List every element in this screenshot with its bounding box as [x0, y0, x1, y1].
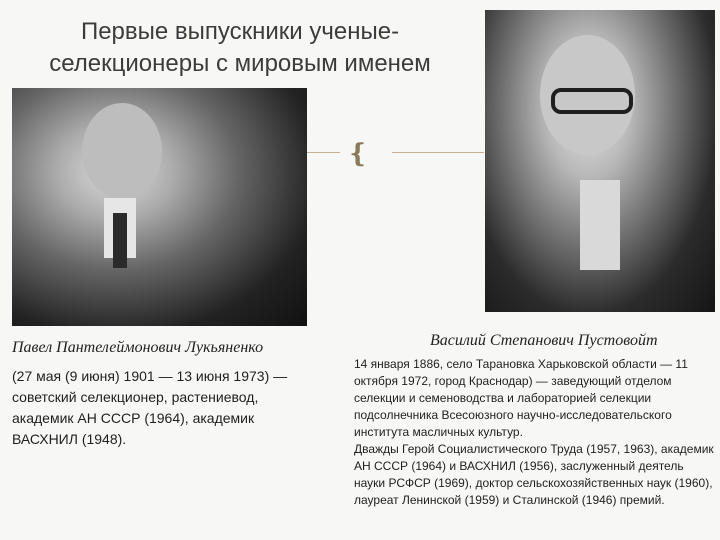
portrait-glasses-right [551, 88, 633, 114]
person-bio-left [12, 366, 310, 450]
portrait-shirt-right [580, 180, 620, 270]
person-name-left: Павел Пантелеймонович Лукьяненко [12, 339, 264, 356]
divider-line-right [392, 152, 484, 153]
person-name-right: Василий Степанович Пустовойт [430, 332, 658, 349]
curly-bracket-icon: ❴ [347, 139, 369, 168]
bio-right-paragraph-1: 14 января 1886, село Тарановка Харьковской области — 11 октября 1972, город Краснодар) — заведующий отделом селекции и семеноводства и лабораторией селекции подсолнечника Всесоюзного научно-исследовательского института масличных культур. [354, 357, 688, 439]
person-bio-right [354, 356, 714, 509]
bio-right-paragraph-2: Дважды Герой Социалистического Труда (1957, 1963), академик АН СССР (1964) и ВАСХНИЛ (1956), заслуженный деятель науки РСФСР (1969), доктор сельскохозяйственных наук (1960), лауреат Ленинской (1959) и Сталинской (1946) премий. [354, 442, 714, 507]
portrait-photo-left [12, 88, 307, 326]
portrait-face-left [82, 103, 162, 199]
slide-title: Первые выпускники ученые-селекционеры с мировым именем [49, 18, 431, 77]
bio-left-text: (27 мая (9 июня) 1901 — 13 июня 1973) — советский селекционер, растениевод, академик АН СССР (1964), академик ВАСХНИЛ (1948). [12, 368, 288, 447]
portrait-photo-right [485, 10, 715, 312]
portrait-tie-left [113, 213, 127, 268]
